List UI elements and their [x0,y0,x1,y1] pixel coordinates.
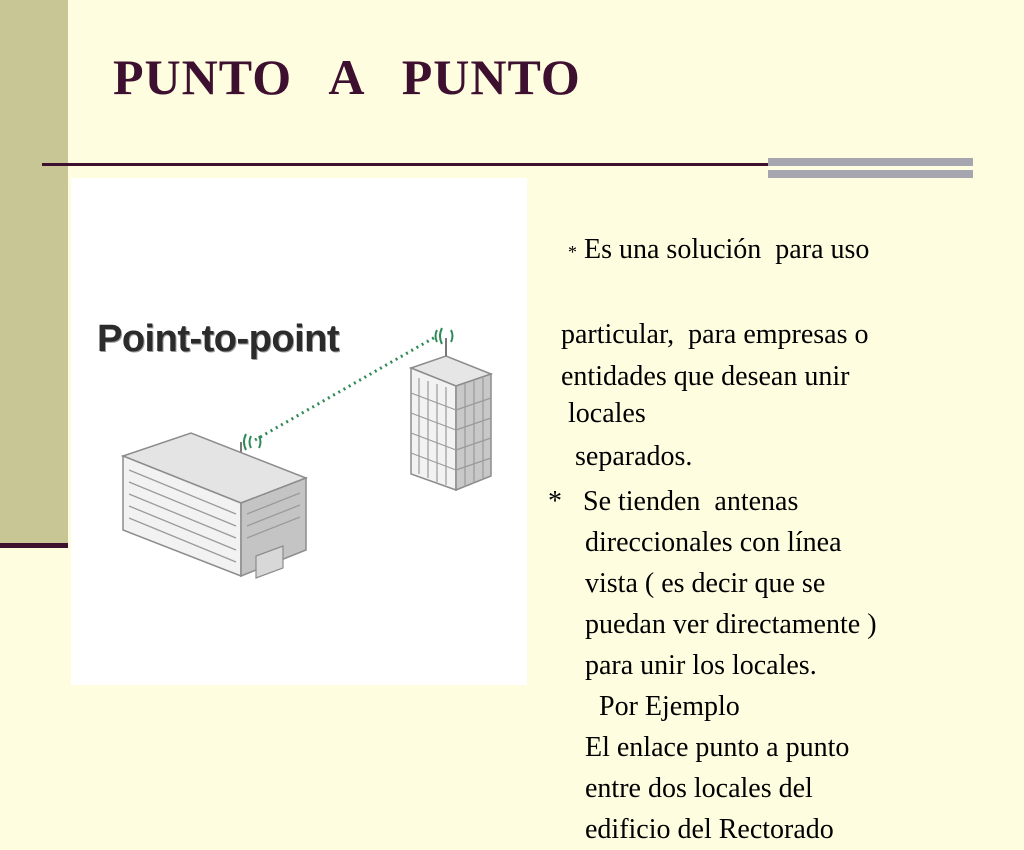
bullet-2-line-2: direccionales con línea [585,527,842,558]
buildings-diagram [71,178,527,685]
accent-bar-lower [768,170,973,178]
antenna-icon-right [436,328,453,344]
sidebar-divider [0,543,68,548]
bullet-2 [540,481,1010,850]
bullet-2-line-4: puedan ver directamente ) [585,609,877,640]
bullet-2-line-7: El enlace punto a punto [585,732,850,763]
bullet-1-line-1: * Es una solución para uso [568,234,870,265]
slide-title: PUNTO A PUNTO [113,49,581,105]
bullet-1-line-5: separados. [540,441,693,472]
antenna-icon-left [244,434,261,450]
low-building-icon [123,433,306,578]
slide-body [540,188,1010,850]
bullet-2-line-5: para unir los locales. [585,650,817,681]
bullet-1-line-2: particular, para empresas o [540,319,869,350]
bullet-1-line-4: locales [540,398,646,429]
bullet-1-line-3: entidades que desean unir [540,361,850,392]
point-to-point-illustration [71,178,527,685]
bullet-2-line-8: entre dos locales del [585,773,813,804]
bullet-1-marker: * [568,242,577,262]
accent-bar [768,158,973,166]
bullet-2-line-9: edificio del Rectorado [585,814,834,845]
sidebar-band [0,0,68,545]
wireless-link [255,336,437,440]
bullet-2-line-1: Se tienden antenas [562,486,799,517]
bullet-2-line-6: Por Ejemplo [585,691,740,722]
bullet-2-marker: * [548,486,562,517]
title-divider [42,163,772,166]
figure-label: Point-to-point [97,318,340,360]
bullet-2-line-3: vista ( es decir que se [585,568,826,599]
tall-building-icon [411,338,491,490]
